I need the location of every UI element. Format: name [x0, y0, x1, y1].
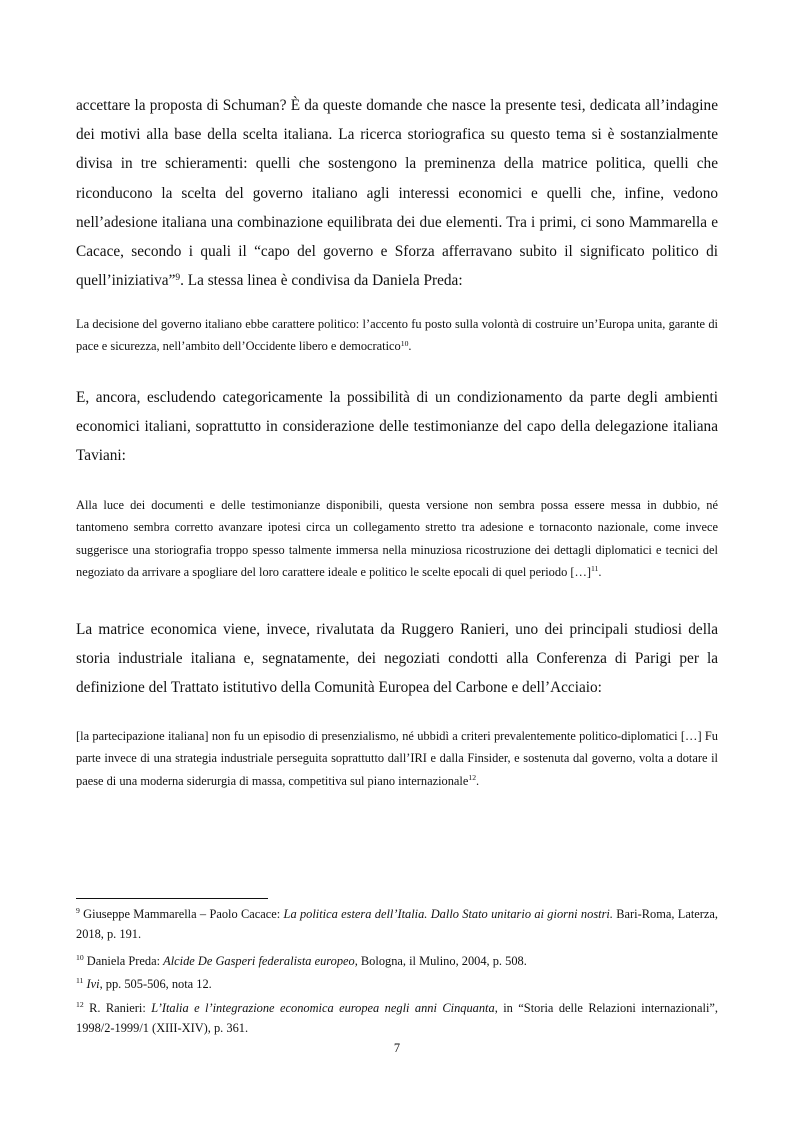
quote-text: .	[598, 564, 602, 579]
quote-text: Alla luce dei documenti e delle testimonianze disponibili, questa versione non sembra possa essere messa in dubbio, né tantomeno sembra corretto avanzare ipotesi circa un collegamento stretto tra adesione e tornaconto nazionale, come invece suggerisce una storiografia troppo spesso talmente immersa nella minuziosa ricostruzione dei dettagli diplomatici e tecnici del negoziato da arrivare a spogliare del loro carattere ideale e politico le scelte epocali di quel periodo […]	[76, 498, 718, 579]
block-quote-preda	[76, 313, 718, 358]
footnote-text: Daniela Preda:	[83, 954, 164, 968]
footnote-text: , in “Storia delle Relazioni internazionali”, 1998/2-1999/1 (XIII-XIV), p. 361.	[76, 1001, 718, 1035]
block-quote-taviani	[76, 494, 718, 583]
paragraph-text: . La stessa linea è condivisa da Daniela Preda:	[180, 272, 463, 290]
quote-text: .	[408, 339, 412, 354]
quote-text: La decisione del governo italiano ebbe carattere politico: l’accento fu posto sulla volontà di costruire un’Europa unita, garante di pace e sicurezza, nell’ambito dell’Occidente libero e democratico	[76, 317, 718, 354]
footnote-divider	[76, 898, 268, 899]
footnote-title: L’Italia e l’integrazione economica europea negli anni Cinquanta	[151, 1001, 495, 1015]
footnote-title: Ivi	[86, 977, 100, 991]
footnote-ref-12[interactable]: 12	[468, 772, 477, 782]
footnote-ref-11[interactable]: 11	[591, 564, 599, 574]
footnote-text: R. Ranieri:	[83, 1001, 152, 1015]
body-paragraph-intro	[76, 91, 718, 295]
body-paragraph-taviani: E, ancora, escludendo categoricamente la possibilità di un condizionamento da parte degli ambienti economici italiani, soprattutto in considerazione delle testimonianze del capo della delegazione italiana Taviani:	[76, 389, 718, 465]
footnote-title: La politica estera dell’Italia. Dallo Stato unitario ai giorni nostri.	[283, 907, 613, 921]
document-page	[76, 0, 718, 1123]
footnote-number: 9	[76, 906, 80, 916]
footnote-number: 12	[76, 1000, 84, 1010]
footnote-number: 10	[76, 953, 84, 963]
footnote-9	[76, 904, 718, 944]
footnote-10	[76, 951, 718, 971]
footnote-text: , Bologna, il Mulino, 2004, p. 508.	[354, 954, 527, 968]
footnote-text: Bari-Roma, Laterza, 2018, p. 191.	[76, 907, 718, 941]
block-quote-ranieri	[76, 725, 718, 792]
page-number: 7	[393, 1041, 401, 1055]
footnote-number: 11	[76, 976, 84, 986]
quote-text: .	[476, 773, 480, 788]
footnote-11	[76, 974, 718, 994]
footnote-ref-10[interactable]: 10	[400, 338, 409, 348]
paragraph-text: accettare la proposta di Schuman? È da queste domande che nasce la presente tesi, dedicata all’indagine dei motivi alla base della scelta italiana. La ricerca storiografica su questo tema si è sostanzialmente divisa in tre schieramenti: quelli che sostengono la preminenza della matrice politica, quelli che riconducono la scelta del governo italiano agli interessi economici e quelli che, infine, vedono nell’adesione italiana una combinazione equilibrata dei due elementi. Tra i primi, ci sono Mammarella e Cacace, secondo i quali il “capo del governo e Sforza afferravano subito il significato politico di quell’iniziativa”	[76, 97, 718, 290]
footnote-text: , pp. 505-506, nota 12.	[99, 977, 212, 991]
body-paragraph-ranieri: La matrice economica viene, invece, rivalutata da Ruggero Ranieri, uno dei principali studiosi della storia industriale italiana e, segnatamente, dei negoziati condotti alla Conferenza di Parigi per la definizione del Trattato istitutivo della Comunità Europea del Carbone e dell’Acciaio:	[76, 621, 718, 697]
quote-text: [la partecipazione italiana] non fu un episodio di presenzialismo, né ubbidì a criteri prevalentemente politico-diplomatici […] Fu parte invece di una strategia industriale perseguita soprattutto dall’IRI e dalla Finsider, e sostenuta dal governo, volta a dotare il paese di una moderna siderurgia di massa, competitiva sul piano internazionale	[76, 729, 718, 788]
footnote-text: Giuseppe Mammarella – Paolo Cacace:	[79, 907, 284, 921]
footnote-12	[76, 998, 718, 1038]
footnote-ref-9[interactable]: 9	[175, 272, 181, 283]
footnote-title: Alcide De Gasperi federalista europeo	[163, 954, 355, 968]
